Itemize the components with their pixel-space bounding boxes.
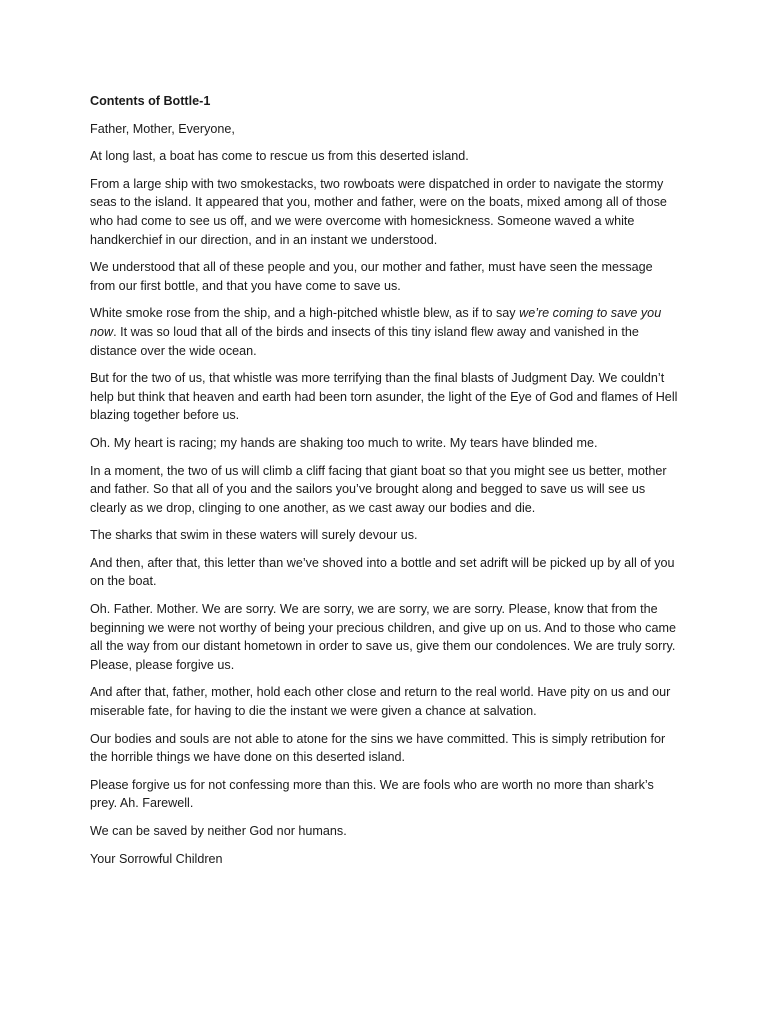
paragraph: We understood that all of these people and you, our mother and father, must have seen the message from our first bottle, and that you have come to save us. [90, 260, 653, 293]
document-page [90, 92, 678, 877]
paragraph: Please forgive us for not confessing more than this. We are fools who are worth no more than shark’s prey. Ah. Farewell. [90, 777, 654, 811]
paragraph: In a moment, the two of us will climb a cliff facing that giant boat so that you might see us better, mother and father. So that all of you and the sailors you’ve brought along and begged to save us will see us clearly as we drop, clinging to one another, as we cast away our bodies and die. [90, 463, 667, 515]
italic-phrase: we’re coming to save you now [90, 306, 662, 339]
paragraph: Oh. My heart is racing; my hands are shaking too much to write. My tears have blinded me. [90, 435, 598, 450]
paragraph: The sharks that swim in these waters will surely devour us. [90, 528, 418, 543]
signature-line: Your Sorrowful Children [90, 851, 223, 866]
paragraph: At long last, a boat has come to rescue us from this deserted island. [90, 149, 469, 164]
paragraph-salutation: Father, Mother, Everyone, [90, 121, 235, 136]
paragraph: From a large ship with two smokestacks, two rowboats were dispatched in order to navigate the stormy seas to the island. It appeared that you, mother and father, were on the boats, mixed among all of those who had come to see us off, and we were overcome with homesickness. Someone waved a white handkerchief in our direction, and in an instant we understood. [90, 176, 667, 247]
paragraph: We can be saved by neither God nor humans. [90, 824, 347, 838]
paragraph: And then, after that, this letter than we’ve shoved into a bottle and set adrift will be picked up by all of you on the boat. [90, 555, 675, 589]
paragraph: Oh. Father. Mother. We are sorry. We are sorry, we are sorry, we are sorry. Please, know that from the beginning we were not worthy of being your precious children, and give up on us. And to those who came all the way from our distant hometown in order to save us, give them our condolences. We are truly sorry. Please, please forgive us. [90, 602, 676, 672]
paragraph: But for the two of us, that whistle was more terrifying than the final blasts of Judgment Day. We couldn’t help but think that heaven and earth had been torn asunder, the light of the Eye of God and flames of Hell blazing together before us. [90, 371, 678, 423]
paragraph: And after that, father, mother, hold each other close and return to the real world. Have pity on us and our miserable fate, for having to die the instant we were given a chance at salvation. [90, 685, 671, 719]
paragraph-with-italic [90, 304, 678, 360]
paragraph-text-before: White smoke rose from the ship, and a high-pitched whistle blew, as if to say [90, 306, 520, 321]
document-title: Contents of Bottle-1 [90, 94, 211, 108]
paragraph: Our bodies and souls are not able to atone for the sins we have committed. This is simply retribution for the horrible things we have done on this deserted island. [90, 731, 666, 765]
paragraph-text-after: . It was so loud that all of the birds and insects of this tiny island flew away and vanished in the distance over the wide ocean. [90, 324, 639, 358]
